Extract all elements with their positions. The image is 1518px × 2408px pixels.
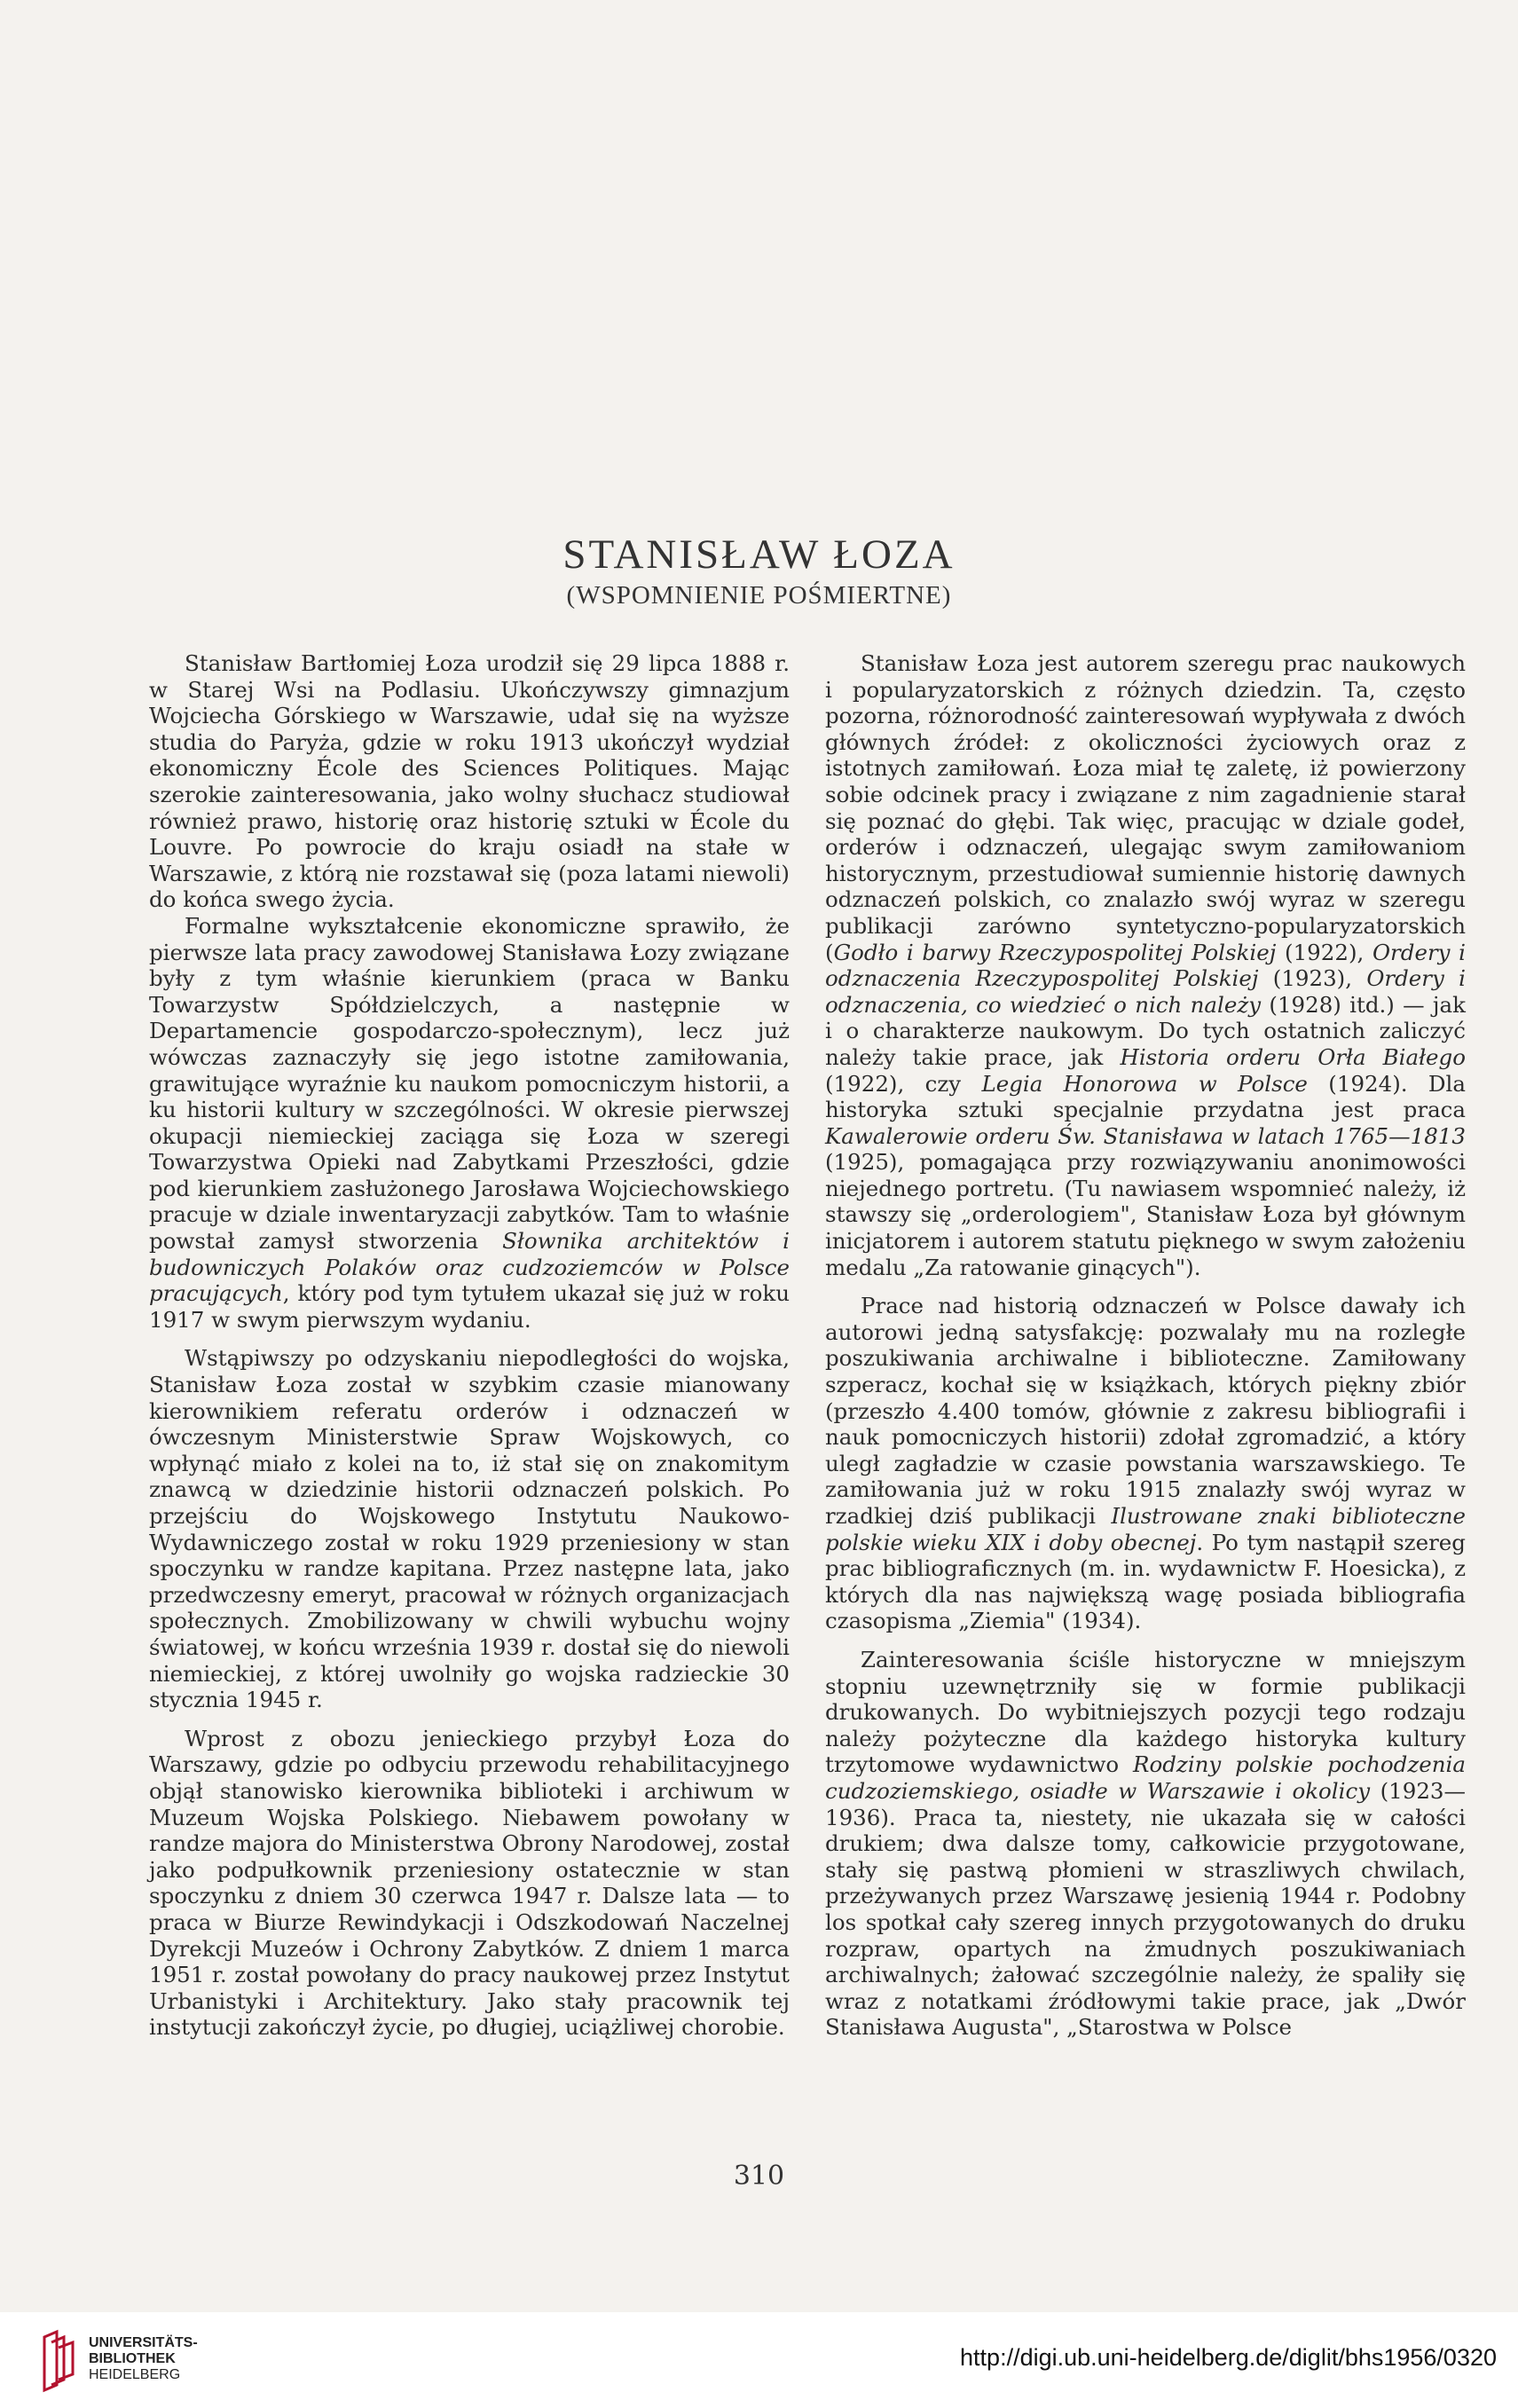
left-paragraph-1: Stanisław Bartłomiej Łoza urodził się 29 lipca 1888 r. w Starej Wsi na Podlasiu. Ukończywszy gimnazjum Wojciecha Górskiego w Warszawie, udał się na wyższe studia do Paryża, gdzie w roku 1913 ukończył wydział ekonomiczny École des Sciences Politiques. Mając szerokie zainteresowania, jako wolny słuchacz studiował również prawo, historię oraz historię sztuki w École du Louvre. Po powrocie do kraju osiadł na stałe w Warszawie, z którą nie rozstawał się (poza latami niewoli) do końca swego życia. [149, 650, 790, 913]
italic-title: Historia orderu Orła Białego [1120, 1043, 1466, 1070]
text-run: Formalne wykształcenie ekonomiczne sprawiło, że pierwsze lata pracy zawodowej Stanisława Łozy związane były z tym właśnie kierunkiem (praca w Banku Towarzystw Spółdzielczych, a następnie w Departamencie gospodarczo-społecznym), lecz już wówczas zaznaczyły się jego istotne zamiłowania, grawitujące wyraźnie ku naukom pomocniczym historii, a ku historii kultury w szczególności. W okresie pierwszej okupacji niemieckiej zaciąga się Łoza w szeregi Towarzystwa Opieki nad Zabytkami Przeszłości, gdzie pod kierunkiem zasłużonego Jarosława Wojciechowskiego pracuje w dziale inwentaryzacji zabytków. Tam to właśnie powstał zamysł stworzenia [149, 912, 790, 1255]
italic-title: Kawalerowie orderu Św. Stanisława w latach 1765—1813 [825, 1122, 1466, 1149]
right-column [825, 650, 1466, 2041]
italic-title: Słownika architektów i budowniczych Polaków oraz cudzoziemców w Polsce pracujących [149, 1228, 790, 1307]
library-name-line: HEIDELBERG [89, 2367, 181, 2382]
source-url-link[interactable]: http://digi.ub.uni-heidelberg.de/diglit/bhs1956/0320 [960, 2344, 1497, 2371]
left-paragraph-3: Wstąpiwszy po odzyskaniu niepodległości do wojska, Stanisław Łoza został w szybkim czasie mianowany kierownikiem referatu orderów i odznaczeń w ówczesnym Ministerstwie Spraw Wojskowych, co wpłynąć miało z kolei na to, iż stał się on znakomitym znawcą w dziedzinie historii odznaczeń polskich. Po przejściu do Wojskowego Instytutu Naukowo-Wydawniczego został w roku 1929 przeniesiony w stan spoczynku w randze kapitana. Przez następne lata, jako przedwczesny emeryt, pracował w różnych organizacjach społecznych. Zmobilizowany w chwili wybuchu wojny światowej, w końcu września 1939 r. dostał się do niewoli niemieckiej, z której uwolniły go wojska radzieckie 30 stycznia 1945 r. [149, 1345, 790, 1713]
text-run: (1922), czy [825, 1070, 982, 1097]
italic-title: Ilustrowane znaki biblioteczne polskie wieku XIX i doby obecnej [825, 1503, 1466, 1555]
text-run: , który pod tym tytułem ukazał się już w roku 1917 w swym pierwszym wydaniu. [149, 1280, 790, 1333]
footer-bar [0, 2312, 1518, 2408]
heidelberg-library-logo-icon [39, 2330, 82, 2392]
library-name-line: BIBLIOTHEK [89, 2351, 176, 2366]
text-run: Prace nad historią odznaczeń w Polsce dawały ich autorowi jedną satysfakcję: pozwalały mu na rozległe poszukiwania archiwalne i biblioteczne. Zamiłowany szperacz, kochał się w książkach, których piękny zbiór (przeszło 4.400 tomów, głównie z zakresu bibliografii i nauk pomocniczych historii) zdołał zgromadzić, a który uległ zagładzie w czasie powstania warszawskiego. Te zamiłowania już w roku 1915 znalazły swój wyraz w rzadkiej dziś publikacji [825, 1293, 1466, 1529]
page-number: 310 [733, 2160, 785, 2192]
left-column [149, 650, 790, 2041]
library-logo[interactable] [30, 2312, 243, 2408]
page-subtitle: (WSPOMNIENIE POŚMIERTNE) [566, 581, 952, 610]
text-run: (1928) itd.) — jak i o charakterze naukowym. Do tych ostatnich zaliczyć należy takie prace, jak [825, 991, 1466, 1070]
text-run: (1922), [1276, 939, 1372, 965]
text-run: (1923), [1258, 965, 1367, 992]
library-name [89, 2335, 198, 2383]
italic-title: Rodziny polskie pochodzenia cudzoziemskiego, osiadłe w Warszawie i okolicy [825, 1751, 1466, 1804]
italic-title: Ordery i odznaczenia, co wiedzieć o nich należy [825, 965, 1466, 1018]
right-paragraph-1 [825, 650, 1466, 1280]
italic-title: Legia Honorowa w Polsce [981, 1070, 1308, 1097]
right-paragraph-2 [825, 1293, 1466, 1634]
left-paragraph-4: Wprost z obozu jenieckiego przybył Łoza do Warszawy, gdzie po odbyciu przewodu rehabilitacyjnego objął stanowisko kierownika biblioteki i archiwum w Muzeum Wojska Polskiego. Niebawem powołany w randze majora do Ministerstwa Obrony Narodowej, został jako podpułkownik przeniesiony ostatecznie w stan spoczynku z dniem 30 czerwca 1947 r. Dalsze lata — to praca w Biurze Rewindykacji i Odszkodowań Naczelnej Dyrekcji Muzeów i Ochrony Zabytków. Z dniem 1 marca 1951 r. został powołany do pracy naukowej przez Instytut Urbanistyki i Architektury. Jako stały pracownik tej instytucji zakończył życie, po długiej, uciążliwej chorobie. [149, 1725, 790, 2041]
italic-title: Ordery i odznaczenia Rzeczypospolitej Polskiej [825, 939, 1466, 992]
right-paragraph-3 [825, 1647, 1466, 2041]
library-name-line: UNIVERSITÄTS- [89, 2335, 198, 2350]
text-run: Stanisław Łoza jest autorem szeregu prac naukowych i popularyzatorskich z różnych dziedzin. Ta, często pozorna, różnorodność zainteresowań wypływała z dwóch głównych źródeł: z okoliczności życiowych oraz z istotnych zamiłowań. Łoza miał tę zaletę, iż powierzony sobie odcinek pracy i związane z nim zagadnienie starał się poznać do głębi. Tak więc, pracując w dziale godeł, orderów i odznaczeń, ulegając swym zamiłowaniom historycznym, przestudiował sumiennie historię dawnych odznaczeń polskich, co znalazło swój wyraz w szeregu publikacji zarówno syntetyczno-popularyzatorskich ( [825, 650, 1466, 965]
text-run: (1925), pomagająca przy rozwiązywaniu anonimowości niejednego portretu. (Tu nawiasem wspomnieć należy, iż stawszy się „orderologiem", Stanisław Łoza był głównym inicjatorem i autorem statutu pięknego w swym założeniu medalu „Za ratowanie ginących"). [825, 1149, 1466, 1280]
text-run: . Po tym nastąpił szereg prac bibliograficznych (m. in. wydawnictw F. Hoesicka), z których dla nas największą wagę posiada bibliografia czasopisma „Ziemia" (1934). [825, 1529, 1466, 1634]
left-paragraph-2 [149, 913, 790, 1334]
text-run: (1923—1936). Praca ta, niestety, nie ukazała się w całości drukiem; dwa dalsze tomy, całkowicie przygotowane, stały się pastwą płomieni w straszliwych chwilach, przeżywanych przez Warszawę jesienią 1944 r. Podobny los spotkał cały szereg innych przygotowanych do druku rozpraw, opartych na żmudnych poszukiwaniach archiwalnych; żałować szczególnie należy, że spaliły się wraz z notatkami źródłowymi takie prace, jak „Dwór Stanisława Augusta", „Starostwa w Polsce [825, 1777, 1466, 2041]
text-run: (1924). Dla historyka sztuki specjalnie przydatna jest praca [825, 1070, 1466, 1123]
italic-title: Godło i barwy Rzeczypospolitej Polskiej [833, 939, 1277, 965]
page-title: STANISŁAW ŁOZA [562, 531, 956, 578]
text-run: Zainteresowania ściśle historyczne w mniejszym stopniu uzewnętrzniły się w formie publikacji drukowanych. Do wybitniejszych pozycji tego rodzaju należy pożyteczne dla każdego historyka kultury trzytomowe wydawnictwo [825, 1646, 1466, 1778]
